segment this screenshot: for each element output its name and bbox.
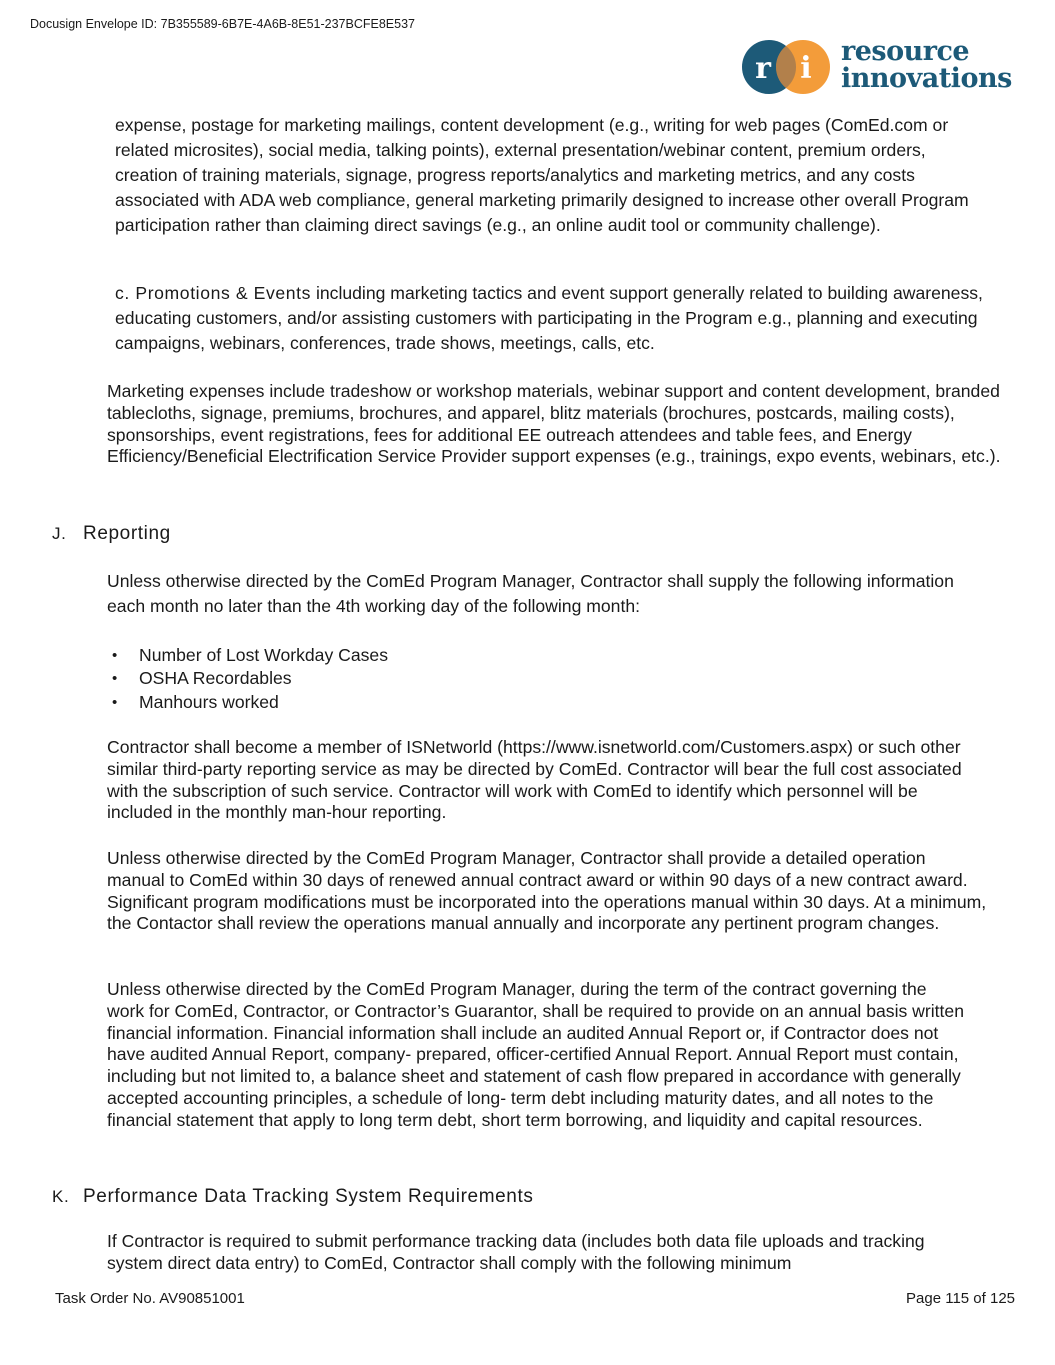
list-item bbox=[107, 644, 388, 667]
svg-text:i: i bbox=[800, 51, 812, 86]
list-item bbox=[107, 691, 388, 714]
para-c-label: c. Promotions & Events bbox=[115, 283, 312, 303]
isnetworld-para: Contractor shall become a member of ISNetworld (https://www.isnetworld.com/Customers.aspx) or such other similar third-party reporting service as may be directed by ComEd. Contractor will bear the full cost associated with the subscription of such service. Contractor will work with ComEd to identify which personnel will be included in the monthly man-hour reporting. bbox=[107, 737, 962, 823]
docusign-envelope-id: Docusign Envelope ID: 7B355589-6B7E-4A6B-8E51-237BCFE8E537 bbox=[30, 17, 415, 31]
ri-logo-mark bbox=[741, 38, 837, 98]
para-b-continuation: expense, postage for marketing mailings, content development (e.g., writing for web pages (ComEd.com or related microsites), social media, talking points), external presentation/webinar content, premium orders, creation of training materials, signage, progress reports/analytics and marketing metrics, and any costs associated with ADA web compliance, general marketing primarily designed to increase other overall Program participation rather than claiming direct savings (e.g., an online audit tool or community challenge). bbox=[115, 115, 969, 235]
para-c-text: including marketing tactics and event support generally related to building awareness, educating customers, and/or assisting customers with participating in the Program e.g., planning and executing campaigns, webinars, conferences, trade shows, meetings, calls, etc. bbox=[115, 283, 983, 353]
section-k-heading bbox=[52, 1186, 533, 1208]
footer-task-order: Task Order No. AV90851001 bbox=[55, 1290, 245, 1307]
performance-tracking-para: If Contractor is required to submit performance tracking data (includes both data file uploads and tracking system direct data entry) to ComEd, Contractor shall comply with the following minimum bbox=[107, 1231, 925, 1273]
section-j-number: J. bbox=[52, 524, 67, 543]
bullet-glyph: • bbox=[112, 693, 118, 711]
section-k-number: K. bbox=[52, 1187, 70, 1206]
operation-manual-para: Unless otherwise directed by the ComEd Program Manager, Contractor shall provide a detailed operation manual to ComEd within 30 days of renewed annual contract award or within 90 days of a new contract award. Significant program modifications must be incorporated into the operations manual within 30 days. At a minimum, the Contactor shall review the operations manual annually and incorporate any pertinent program changes. bbox=[107, 848, 987, 934]
bullet-text: Manhours worked bbox=[139, 691, 279, 712]
reporting-bullet-list bbox=[107, 644, 388, 714]
section-k-title: Performance Data Tracking System Requirements bbox=[83, 1186, 534, 1207]
section-j-title: Reporting bbox=[83, 523, 171, 544]
logo-wordmark bbox=[841, 38, 1012, 92]
reporting-intro-para: Unless otherwise directed by the ComEd Program Manager, Contractor shall supply the following information each month no later than the 4th working day of the following month: bbox=[107, 571, 954, 616]
logo-line-innovations: innovations bbox=[841, 63, 1012, 94]
section-j-heading bbox=[52, 523, 171, 545]
bullet-text: Number of Lost Workday Cases bbox=[139, 645, 389, 665]
svg-text:r: r bbox=[755, 51, 771, 86]
footer-page-number: Page 115 of 125 bbox=[906, 1290, 1015, 1307]
financial-info-para: Unless otherwise directed by the ComEd Program Manager, during the term of the contract governing the work for ComEd, Contractor, or Contractor’s Guarantor, shall be required to provide on an annual basis written financial information. Financial information shall include an audited Annual Report or, if Contractor does not have audited Annual Report, company- prepared, officer-certified Annual Report. Annual Report must contain, including but not limited to, a balance sheet and statement of cash flow prepared in accordance with generally accepted accounting principles, a schedule of long- term debt including maturity dates, and all notes to the financial statement that apply to long term debt, short term borrowing, and liquidity and capital resources. bbox=[107, 979, 964, 1130]
marketing-expenses-para: Marketing expenses include tradeshow or workshop materials, webinar support and content development, branded tablecloths, signage, premiums, brochures, and apparel, blitz materials (brochures, postcards, mailing costs), sponsorships, event registrations, fees for additional EE outreach attendees and table fees, and Energy Efficiency/Beneficial Electrification Service Provider support expenses (e.g., trainings, expo events, webinars, etc.). bbox=[107, 381, 1001, 467]
list-item bbox=[107, 667, 388, 690]
logo-line-resource: resource bbox=[841, 36, 970, 67]
bullet-text: OSHA Recordables bbox=[139, 668, 292, 689]
bullet-glyph: • bbox=[112, 647, 118, 664]
para-c-promotions bbox=[115, 281, 985, 356]
bullet-glyph: • bbox=[112, 670, 118, 688]
resource-innovations-logo bbox=[741, 38, 1011, 98]
